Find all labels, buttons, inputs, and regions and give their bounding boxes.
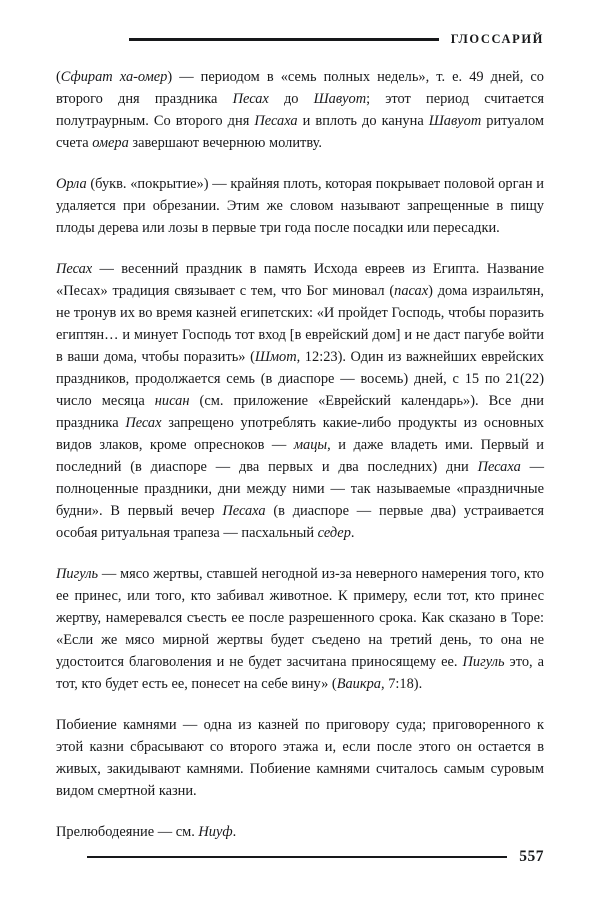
term-italic: Шмот [254,349,297,365]
term-italic: Песаха [477,459,521,475]
text-run: ) дома израильтян, не тронув их во время казней египетских: «И пройдет Господь, чтобы поразить египтян… и минует Господь тот вход [в еврейский дом] и не даст пагубе войти в ваши дома, чтобы поразить» ( [56,283,545,365]
text-run: ) — периодом в «семь полных недель», т. е. 49 дней, со второго дня праздника [56,69,544,107]
paragraph-pobienie-kamnyami [56,714,544,802]
text-run: (букв. «покрытие») — крайняя плоть, которая покрывает половой орган и удаляется при обрезании. Этим же словом называют запрещенные в пищу плоды дерева или лозы в первые три года после посадки или пересадки. [56,176,544,236]
term-italic: мацы [293,437,328,453]
text-run: , 12:23). Один из важнейших еврейских праздников, продолжается семь (в диаспоре — восемь) дней, с 15 по 21(22) число месяца [56,349,544,409]
term-italic: Сфират ха-омер [60,69,168,85]
term-italic: Орла [56,176,87,192]
term-italic: Ниуф [198,824,233,840]
term-italic: омера [92,135,129,151]
term-italic: нисан [154,393,190,409]
text-run: Прелюбодеяние — см. [56,824,199,840]
text-run: завершают вечернюю молитву. [128,135,322,151]
footer-rule [87,856,507,858]
term-italic: Песаха [222,503,266,519]
term-italic: Шавуот [313,91,367,107]
text-run: и вплоть до кануна [297,113,429,129]
paragraph-pigul [56,563,544,695]
paragraph-prelyubodeyanie [56,821,544,843]
term-italic: Ваикра [336,676,381,692]
header-rule [129,38,439,41]
text-run: ( [56,69,61,85]
text-run: , и даже владеть ими. Первый и последний (в диаспоре — два первых и два последних) дни [56,437,545,475]
term-italic: седер [317,525,351,541]
paragraph-sfirat-haomer [56,66,544,154]
term-italic: Песах [232,91,269,107]
term-italic: пасах [394,283,429,299]
running-header [56,28,544,50]
text-run: . [350,525,355,541]
term-italic: Песаха [254,113,298,129]
term-italic: Пигуль [462,654,505,670]
text-run: — мясо жертвы, ставшей негодной из-за неверного намерения того, кто ее принес, или того, кто забивал животное. К примеру, если тот, кто принес жертву, намеревался съесть ее после разрешенного срока. Как сказано в Торе: «Если же мясо мирной жертвы будет съедено на третий день, то она не удостоится благоволения и не будет засчитана приносящему ее. [56,566,544,670]
text-run: (в диаспоре — первые два) устраивается особая ритуальная трапеза — пасхальный [56,503,544,541]
text-run: ; этот период считается полутраурным. Со второго дня [56,91,545,129]
term-italic: Песах [125,415,162,431]
term-italic: Шавуот [428,113,482,129]
running-head-title: ГЛОССАРИЙ [450,31,544,46]
text-run: — весенний праздник в память Исхода евреев из Египта. Название «Песах» традиция связывает с тем, что Бог миновал ( [56,261,544,299]
text-run: запрещено употреблять какие-либо продукты из основных видов злаков, кроме опресноков — [56,415,544,453]
page-number: 557 [519,848,544,865]
text-run: — полноценные праздники, дни между ними — так называемые «праздничные будни». В первый вечер [56,459,544,519]
text-run: . [232,824,237,840]
page-footer [56,844,544,870]
text-run: ритуалом счета [56,113,544,151]
text-run: (см. приложение «Еврейский календарь»). Все дни праздника [56,393,544,431]
paragraph-orla [56,173,544,239]
body-text [56,66,544,843]
text-run: до [268,91,314,107]
term-italic: Пигуль [56,566,99,582]
text-run: , 7:18). [381,676,423,692]
text-run: это, а тот, кто будет есть ее, понесет на себе вину» ( [56,654,545,692]
term-italic: Песах [56,261,93,277]
text-run: Побиение камнями — одна из казней по приговору суда; приговоренного к этой казни сбрасывают со второго этажа и, если после этого он остается в живых, закидывают камнями. Побиение камнями считалось самым суровым видом смертной казни. [56,717,544,799]
paragraph-pesach [56,258,544,544]
